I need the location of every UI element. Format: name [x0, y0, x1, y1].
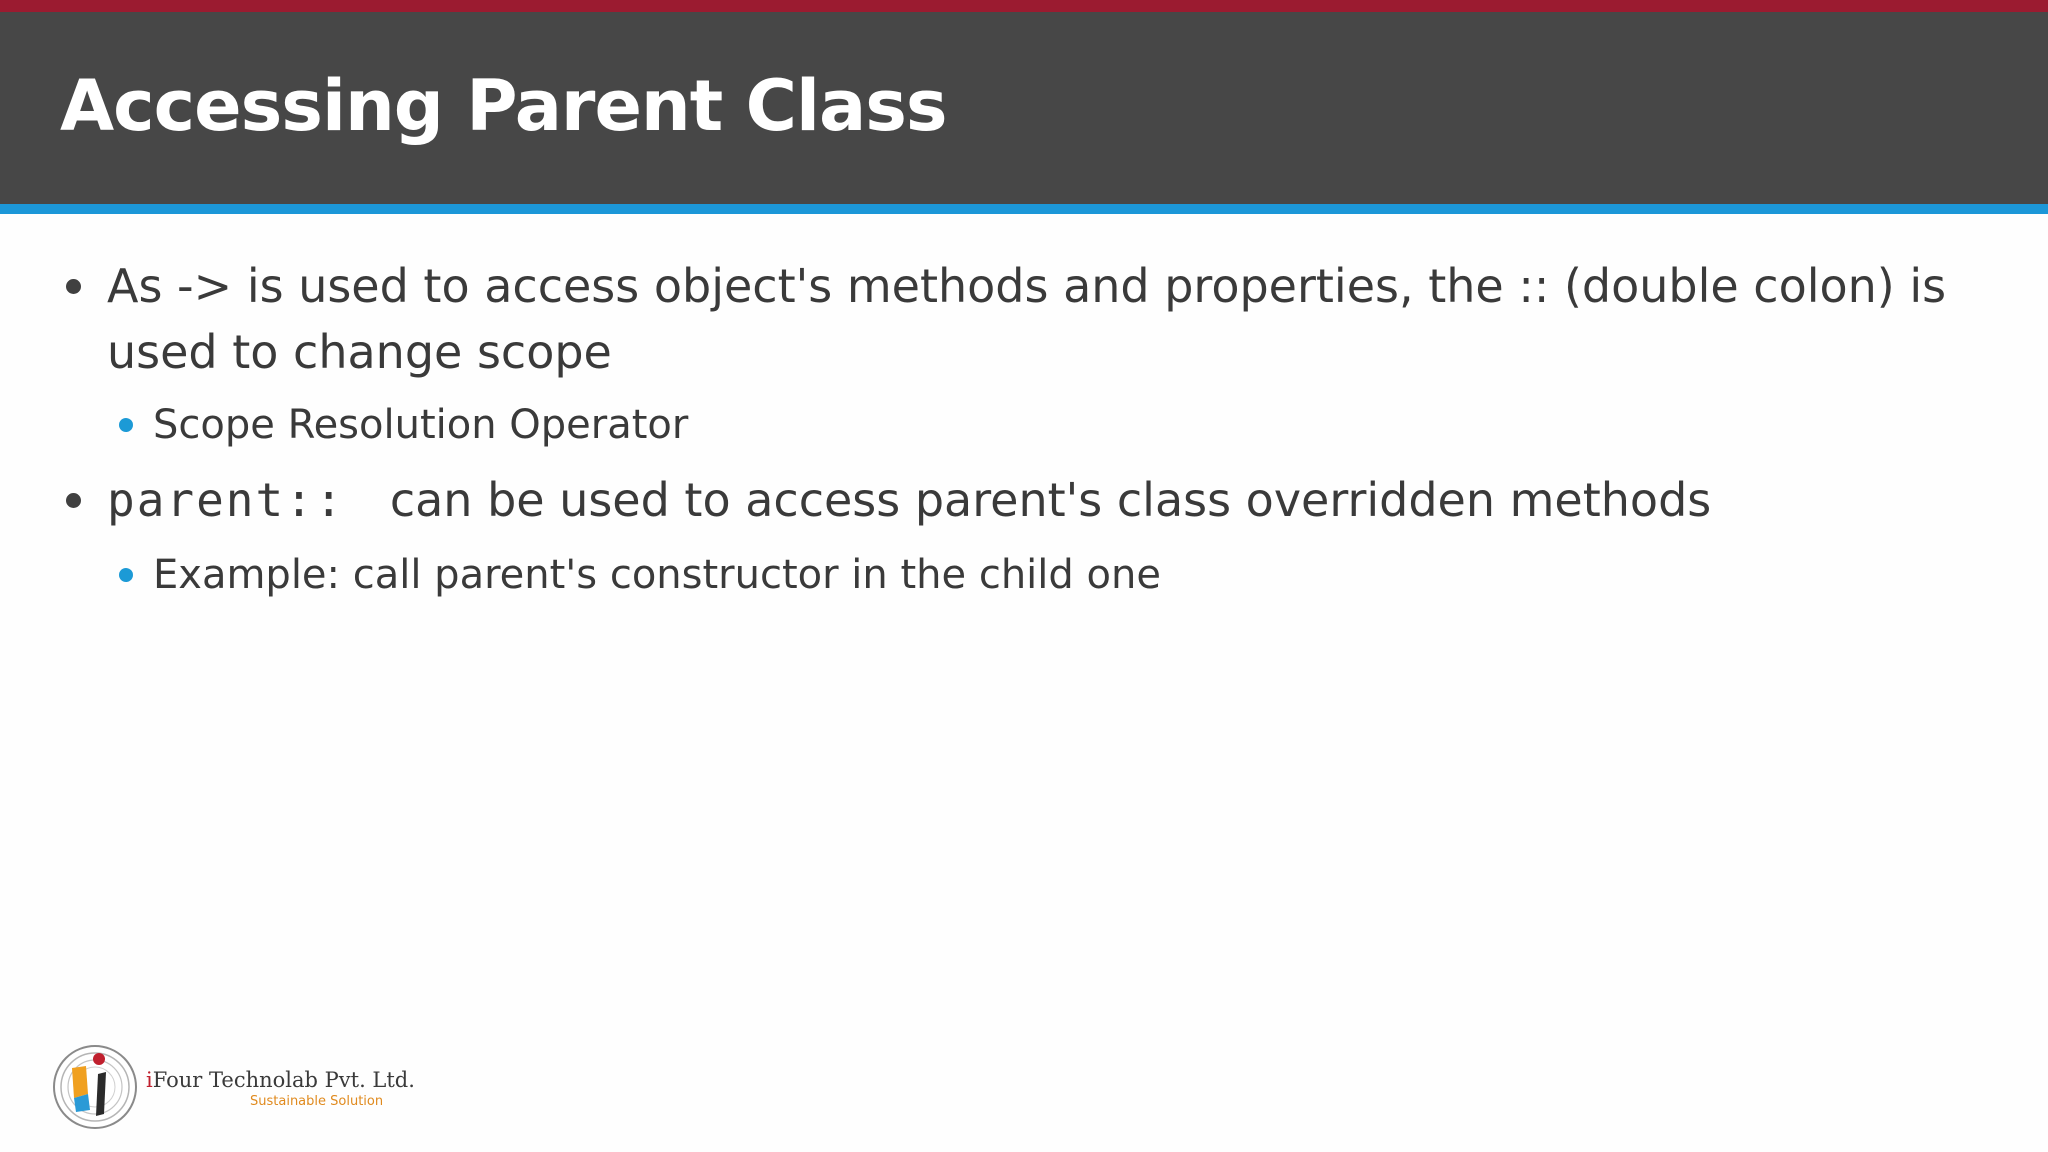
- bullet-dot: [66, 279, 81, 294]
- code-parent-keyword: parent::: [107, 473, 345, 527]
- sub-bullet-dot: [119, 418, 133, 432]
- bullet-dot: [66, 493, 81, 508]
- title-underline: [0, 204, 2048, 214]
- bullet-2-text: can be used to access parent's class overridden methods: [389, 473, 1712, 527]
- bullet-2: [107, 467, 1711, 533]
- sub-bullet-dot: [119, 568, 133, 582]
- bullet-1-line-1: As -> is used to access object's methods and properties, the :: (double colon) is: [107, 259, 1947, 313]
- company-logo-icon: [52, 1044, 138, 1130]
- sub-bullet-2: Example: call parent's constructor in the child one: [153, 552, 1161, 598]
- top-accent-stripe: [0, 0, 2048, 12]
- company-tagline: Sustainable Solution: [250, 1094, 384, 1109]
- sub-bullet-1: Scope Resolution Operator: [153, 402, 689, 448]
- bullet-1-line-2: used to change scope: [107, 325, 612, 379]
- slide-title: Accessing Parent Class: [60, 65, 947, 147]
- company-name: iFour Technolab Pvt. Ltd.: [146, 1068, 415, 1092]
